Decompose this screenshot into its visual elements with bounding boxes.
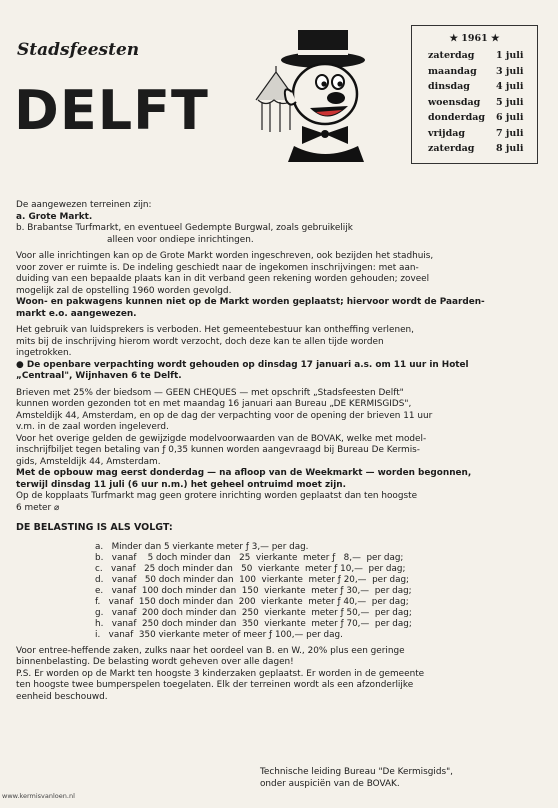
dates-year: ★ 1961 ★ xyxy=(449,33,500,44)
paragraph: duiding van een bepaalde plaats kan in dit verband geen rekening worden gehouden; zoveel xyxy=(16,274,430,284)
paragraph: mogelijk zal de opstelling 1960 worden gevolgd. xyxy=(16,285,232,296)
terrain-a: a. Grote Markt. xyxy=(16,211,93,222)
list-item: f. vanaf 150 doch minder dan 200 vierkante meter ƒ 40,— per dag; xyxy=(95,596,409,607)
paragraph: eenheid beschouwd. xyxy=(16,691,108,702)
list-item: h. vanaf 250 doch minder dan 350 vierkante meter ƒ 70,— per dag; xyxy=(95,618,412,629)
terrain-b-cont: alleen voor ondiepe inrichtingen. xyxy=(107,234,254,245)
paragraph-bold: terwijl dinsdag 11 juli (6 uur n.m.) het geheel ontruimd moet zijn. xyxy=(16,479,346,490)
list-item: d. vanaf 50 doch minder dan 100 vierkante meter ƒ 20,— per dag; xyxy=(95,574,410,585)
date-row: vrijdag 7 juli xyxy=(428,127,524,139)
paragraph: Brieven met 25% der biedsom — GEEN CHEQUES — met opschrift „Stadsfeesten Delft" xyxy=(16,387,404,398)
list-item: a. Minder dan 5 vierkante meter ƒ 3,— per dag. xyxy=(95,541,309,552)
date-row: zaterdag 1 juli xyxy=(428,50,524,61)
paragraph: kunnen worden gezonden tot en met maandag 16 januari aan Bureau „DE KERMISGIDS", xyxy=(16,399,412,409)
list-item: g. vanaf 200 doch minder dan 250 vierkante meter ƒ 50,— per dag; xyxy=(95,607,412,618)
auction-notice: „Centraal", Wijnhaven 6 te Delft. xyxy=(16,371,182,381)
paragraph: ten hoogste twee bumperspelen toegelaten. Elk der terreinen wordt als een afzonderlijke xyxy=(16,680,414,690)
dates-box xyxy=(411,25,538,164)
body-text xyxy=(16,200,552,703)
paragraph-bold: markt e.o. aangewezen. xyxy=(16,308,137,319)
paragraph: Voor alle inrichtingen kan op de Grote Markt worden ingeschreven, ook bezijden het stadhuis, xyxy=(16,251,434,261)
tax-heading: DE BELASTING IS ALS VOLGT: xyxy=(16,522,173,533)
date-row: zaterdag 8 juli xyxy=(428,143,524,154)
footer-line: Technische leiding Bureau "De Kermisgids", xyxy=(260,767,453,777)
paragraph: binnenbelasting. De belasting wordt geheven over alle dagen! xyxy=(16,657,294,667)
list-item: i. vanaf 350 vierkante meter of meer ƒ 100,— per dag. xyxy=(95,629,343,640)
kicker-title: Stadsfeesten xyxy=(17,40,140,60)
auction-notice: ● De openbare verpachting wordt gehouden op dinsdag 17 januari a.s. om 11 uur in Hotel xyxy=(16,359,469,370)
paragraph: mits bij de inschrijving hierom wordt verzocht, doch deze kan te allen tijde worden xyxy=(16,336,384,347)
mascot-illustration xyxy=(246,22,382,162)
paragraph: Voor het overige gelden de gewijzigde modelvoorwaarden van de BOVAK, welke met model- xyxy=(16,433,427,444)
paragraph-bold: Woon- en pakwagens kunnen niet op de Markt worden geplaatst; hiervoor wordt de Paarden- xyxy=(16,297,485,307)
paragraph: gids, Amsteldijk 44, Amsterdam. xyxy=(16,456,161,467)
paragraph: Op de kopplaats Turfmarkt mag geen grotere inrichting worden geplaatst dan ten hoogste xyxy=(16,491,418,501)
terrain-b: b. Brabantse Turfmarkt, en eventueel Gedempte Burgwal, zoals gebruikelijk xyxy=(16,223,353,233)
paragraph: inschrijfbiljet tegen betaling van ƒ 0,35 kunnen worden aangevraagd bij Bureau De Kermis- xyxy=(16,445,420,455)
watermark: www.kermisvanloen.nl xyxy=(2,792,75,800)
date-row: dinsdag 4 juli xyxy=(428,81,524,92)
date-row: woensdag 5 juli xyxy=(428,96,524,108)
date-row: donderdag 6 juli xyxy=(428,112,524,123)
list-item: c. vanaf 25 doch minder dan 50 vierkante meter ƒ 10,— per dag; xyxy=(95,563,406,574)
date-row: maandag 3 juli xyxy=(428,65,524,77)
paragraph: Voor entree-heffende zaken, zulks naar het oordeel van B. en W., 20% plus een geringe xyxy=(16,645,405,656)
terrain-intro: De aangewezen terreinen zijn: xyxy=(16,200,152,210)
paragraph: Het gebruik van luidsprekers is verboden. Het gemeentebestuur kan ontheffing verlenen, xyxy=(16,325,414,335)
page-title: DELFT xyxy=(14,79,209,142)
list-item: e. vanaf 100 doch minder dan 150 vierkante meter ƒ 30,— per dag; xyxy=(95,585,412,596)
paragraph-bold: Met de opbouw mag eerst donderdag — na afloop van de Weekmarkt — worden begonnen, xyxy=(16,468,472,478)
paragraph: Amsteldijk 44, Amsterdam, en op de dag der verpachting voor de opening der brieven 11 uur xyxy=(16,410,433,421)
paragraph: voor zover er ruimte is. De indeling geschiedt naar de ingekomen inschrijvingen: met aan- xyxy=(16,262,419,273)
footer-credit xyxy=(260,767,453,790)
tax-list xyxy=(95,542,552,641)
paragraph: v.m. in de zaal worden ingeleverd. xyxy=(16,422,169,432)
footer-line: onder auspiciën van de BOVAK. xyxy=(260,778,400,789)
paragraph: P.S. Er worden op de Markt ten hoogste 3 kinderzaken geplaatst. Er worden in de gemeente xyxy=(16,668,425,679)
paragraph: 6 meter ⌀ xyxy=(16,502,60,513)
list-item: b. vanaf 5 doch minder dan 25 vierkante meter ƒ 8,— per dag; xyxy=(95,552,404,563)
paragraph: ingetrokken. xyxy=(16,348,72,358)
